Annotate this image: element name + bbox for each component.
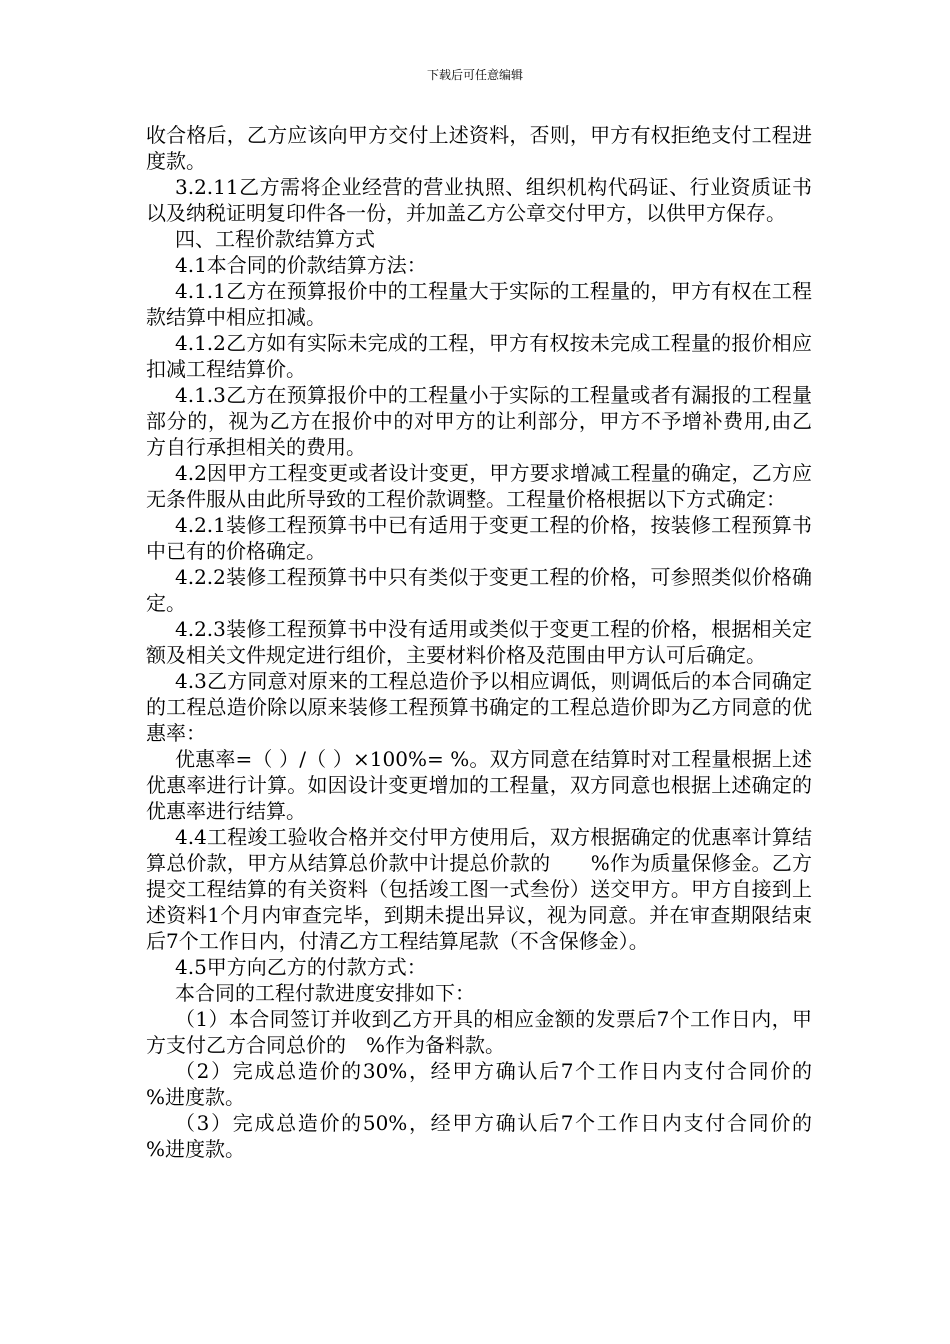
paragraph: （2）完成总造价的30%，经甲方确认后7个工作日内支付合同价的 %进度款。 bbox=[146, 1059, 852, 1109]
paragraph: 4.1本合同的价款结算方法： bbox=[175, 253, 427, 277]
paragraph: 4.2.2装修工程预算书中只有类似于变更工程的价格，可参照类似价格确定。 bbox=[146, 565, 812, 615]
paragraph: 3.2.11乙方需将企业经营的营业执照、组织机构代码证、行业资质证书以及纳税证明复印件各一份，并加盖乙方公章交付甲方，以供甲方保存。 bbox=[146, 175, 812, 225]
paragraph: 4.2.3装修工程预算书中没有适用或类似于变更工程的价格，根据相关定额及相关文件规定进行组价，主要材料价格及范围由甲方认可后确定。 bbox=[146, 617, 812, 667]
section-heading: 四、工程价款结算方式 bbox=[175, 227, 375, 251]
paragraph: 4.2.1装修工程预算书中已有适用于变更工程的价格，按装修工程预算书中已有的价格确定。 bbox=[146, 513, 812, 563]
paragraph: （1）本合同签订并收到乙方开具的相应金额的发票后7个工作日内，甲方支付乙方合同总价的 %作为备料款。 bbox=[146, 1007, 812, 1057]
paragraph: 4.5甲方向乙方的付款方式： bbox=[175, 955, 427, 979]
paragraph: 优惠率=（ ）/（ ）×100%= %。双方同意在结算时对工程量根据上述优惠率进行计算。如因设计变更增加的工程量，双方同意也根据上述确定的优惠率进行结算。 bbox=[146, 747, 812, 823]
paragraph: 4.2因甲方工程变更或者设计变更，甲方要求增减工程量的确定，乙方应无条件服从由此所导致的工程价款调整。工程量价格根据以下方式确定： bbox=[146, 461, 812, 511]
page-header: 下载后可任意编辑 bbox=[426, 68, 523, 82]
document-body bbox=[146, 122, 852, 1162]
paragraph: 4.1.2乙方如有实际未完成的工程，甲方有权按未完成工程量的报价相应扣减工程结算价。 bbox=[146, 331, 812, 381]
paragraph: 4.1.1乙方在预算报价中的工程量大于实际的工程量的，甲方有权在工程款结算中相应扣减。 bbox=[146, 279, 812, 329]
paragraph: 本合同的工程付款进度安排如下： bbox=[175, 981, 475, 1005]
paragraph: 4.1.3乙方在预算报价中的工程量小于实际的工程量或者有漏报的工程量部分的，视为乙方在报价中的对甲方的让利部分，甲方不予增补费用,由乙方自行承担相关的费用。 bbox=[146, 383, 812, 459]
paragraph: （3）完成总造价的50%，经甲方确认后7个工作日内支付合同价的 %进度款。 bbox=[146, 1111, 852, 1161]
paragraph: 收合格后，乙方应该向甲方交付上述资料，否则，甲方有权拒绝支付工程进度款。 bbox=[146, 123, 812, 173]
paragraph: 4.4工程竣工验收合格并交付甲方使用后，双方根据确定的优惠率计算结算总价款，甲方从结算总价款中计提总价款的 %作为质量保修金。乙方提交工程结算的有关资料（包括竣工图一式叁份）送交甲方。甲方自接到上述资料1个月内审查完毕，到期未提出异议，视为同意。并在审查期限结束后7个工作日内，付清乙方工程结算尾款（不含保修金）。 bbox=[146, 825, 812, 953]
paragraph: 4.3乙方同意对原来的工程总造价予以相应调低，则调低后的本合同确定的工程总造价除以原来装修工程预算书确定的工程总造价即为乙方同意的优惠率： bbox=[146, 669, 812, 745]
